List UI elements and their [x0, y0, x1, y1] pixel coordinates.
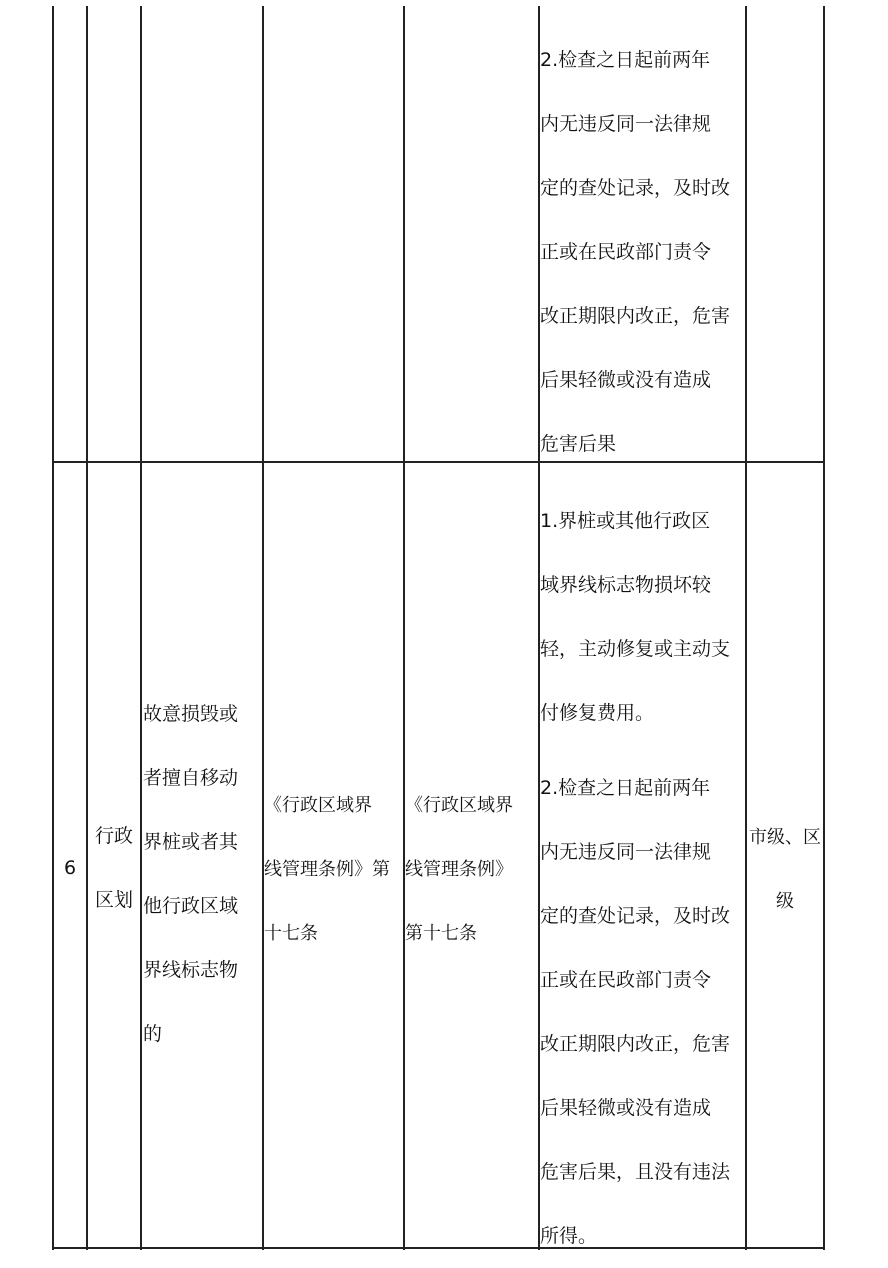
condition-line: 轻，主动修复或主动支 [540, 638, 731, 660]
violation-line: 界线标志物 [143, 959, 239, 981]
condition-line: 危害后果，且没有违法 [540, 1161, 731, 1183]
penalty-basis-cell [405, 774, 537, 966]
condition-line: 后果轻微或没有造成 [540, 1097, 712, 1119]
violation-cell [143, 682, 261, 1066]
penalty-basis-line: 第十七条 [405, 923, 477, 944]
category-line: 区划 [94, 889, 133, 911]
condition-line: 改正期限内改正，危害 [540, 1033, 731, 1055]
condition-line: 1.界桩或其他行政区 [540, 510, 711, 532]
violated-provision-cell [264, 774, 402, 966]
condition-line: 后果轻微或没有造成 [540, 369, 712, 391]
violation-line: 者擅自移动 [143, 767, 239, 789]
condition-line: 内无违反同一法律规 [540, 841, 712, 863]
violation-line: 他行政区域 [143, 895, 239, 917]
condition-line: 定的查处记录，及时改 [540, 905, 731, 927]
violated-provision-line: 十七条 [264, 923, 318, 944]
category-line: 行政 [94, 825, 133, 847]
condition-line: 2.检查之日起前两年 [540, 49, 711, 71]
column-divider-3 [262, 6, 264, 1250]
condition-line: 危害后果 [540, 433, 617, 455]
row-number-cell [54, 836, 86, 900]
penalty-basis-line: 线管理条例》 [405, 859, 513, 880]
table-border-right [823, 6, 825, 1250]
condition-line: 正或在民政部门责令 [540, 969, 712, 991]
level-line: 级 [776, 891, 794, 912]
condition-1-cell [540, 489, 744, 745]
column-divider-2 [140, 6, 142, 1250]
violated-provision-line: 《行政区域界 [264, 795, 372, 816]
condition-line: 内无违反同一法律规 [540, 113, 712, 135]
condition-line: 2.检查之日起前两年 [540, 777, 711, 799]
condition-line: 付修复费用。 [540, 702, 655, 724]
violation-line: 故意损毁或 [143, 703, 239, 725]
violated-provision-line: 线管理条例》第 [264, 859, 390, 880]
table-border-left [52, 6, 54, 1250]
level-line: 市级、区 [749, 827, 821, 848]
condition-2-cell [540, 756, 744, 1268]
condition-line: 所得。 [540, 1225, 598, 1247]
condition-cell-continued [540, 28, 744, 476]
condition-line: 改正期限内改正，危害 [540, 305, 731, 327]
condition-line: 域界线标志物损坏较 [540, 574, 712, 596]
category-cell [88, 804, 140, 932]
violation-line: 的 [143, 1023, 163, 1045]
column-divider-1 [86, 6, 88, 1250]
penalty-basis-line: 《行政区域界 [405, 795, 513, 816]
condition-line: 正或在民政部门责令 [540, 241, 712, 263]
row-number: 6 [63, 857, 77, 879]
level-cell [747, 806, 823, 934]
violation-line: 界桩或者其 [143, 831, 239, 853]
column-divider-4 [403, 6, 405, 1250]
column-divider-6 [745, 6, 747, 1250]
condition-line: 定的查处记录，及时改 [540, 177, 731, 199]
